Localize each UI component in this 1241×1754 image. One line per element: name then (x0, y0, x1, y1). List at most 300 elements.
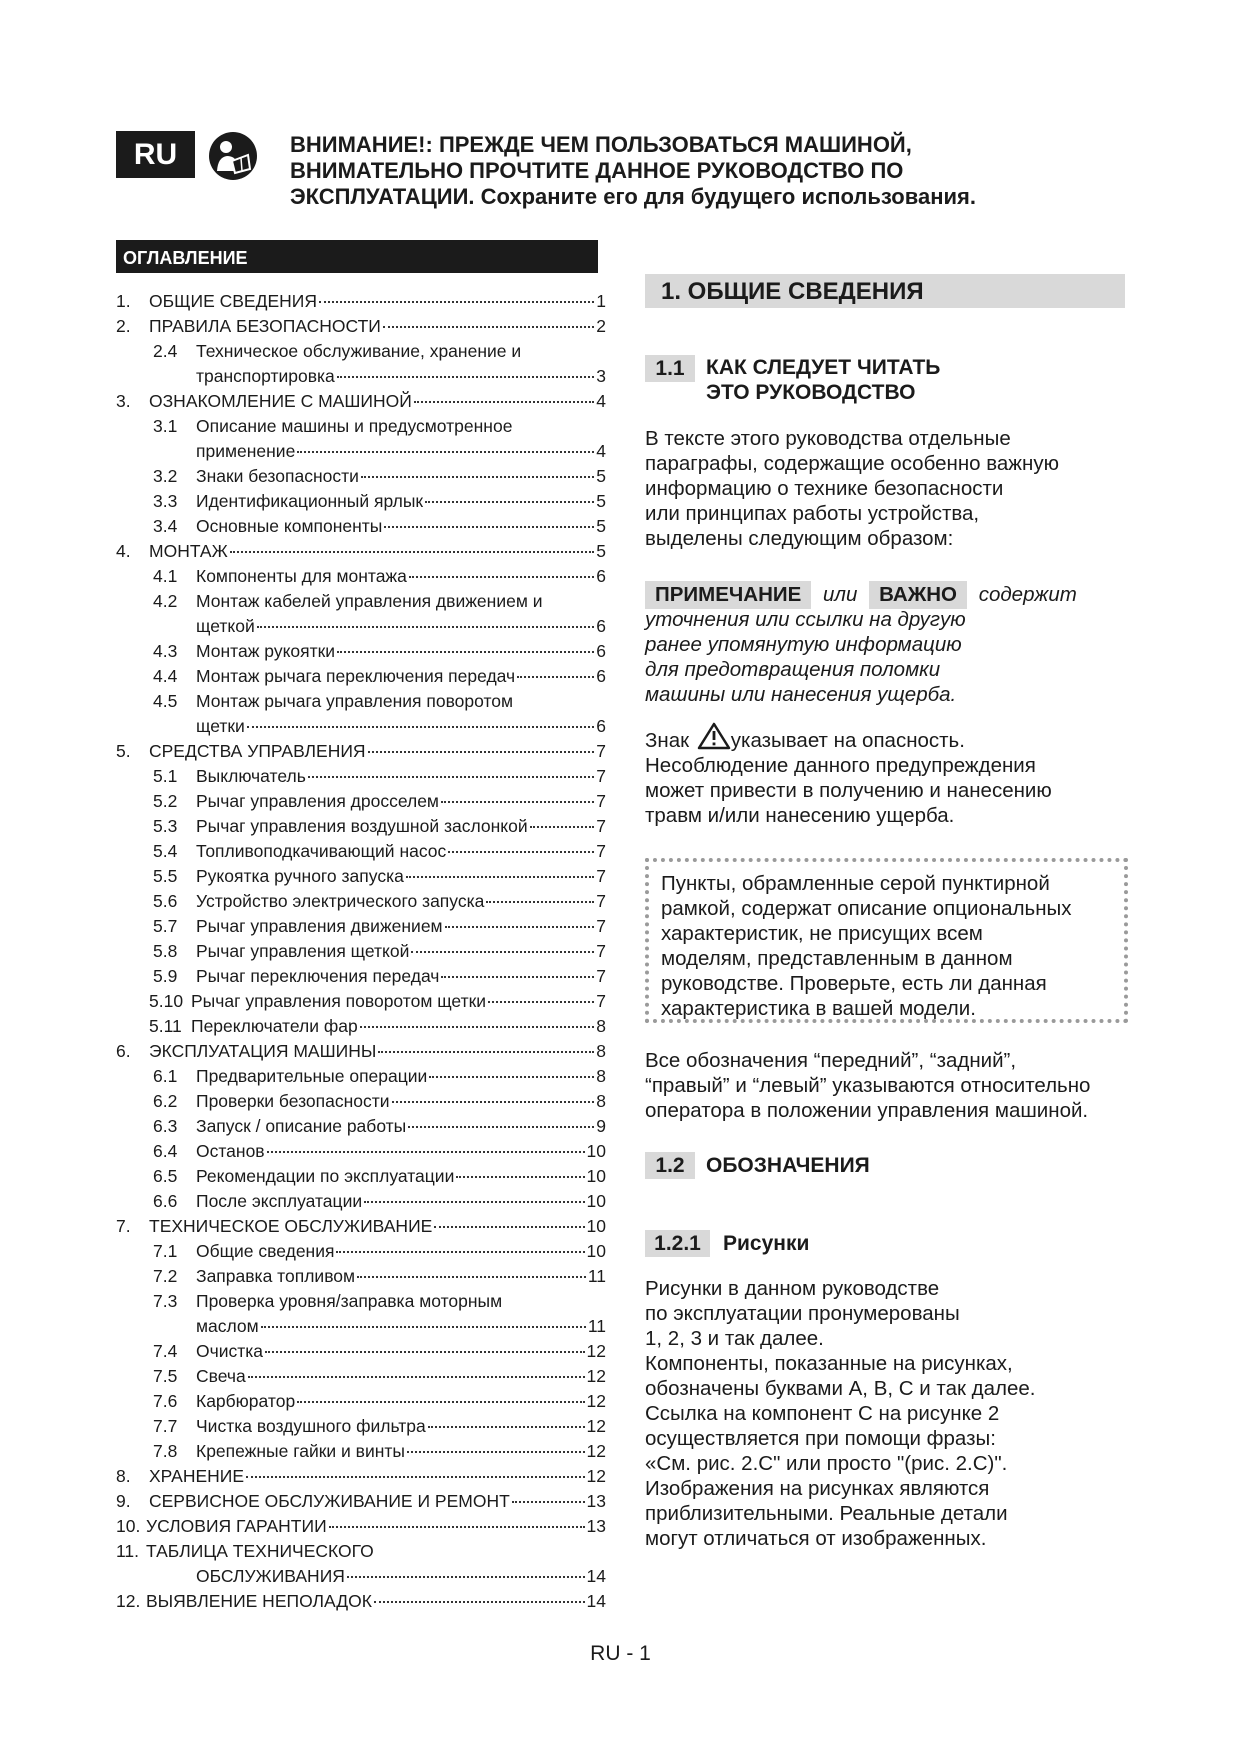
toc-dot-leader (425, 501, 594, 503)
toc-dot-leader (248, 1376, 585, 1378)
toc-entry[interactable] (116, 1464, 606, 1489)
toc-entry-number: 7.8 (153, 1441, 178, 1461)
toc-dot-leader (336, 1251, 584, 1253)
toc-entry[interactable] (116, 664, 606, 689)
figures-line: обозначены буквами A, B, C и так далее. (645, 1377, 1036, 1400)
toc-entry[interactable] (116, 489, 606, 514)
optional-features-box (645, 858, 1128, 1023)
toc-entry-page: 7 (596, 941, 606, 961)
toc-dot-leader (486, 901, 594, 903)
note-line: машины или нанесения ущерба. (645, 683, 957, 706)
toc-entry-page: 7 (596, 766, 606, 786)
danger-line: травм и/или нанесению ущерба. (645, 804, 955, 827)
toc-entry[interactable] (116, 614, 606, 639)
toc-entry[interactable] (116, 564, 606, 589)
toc-entry-number: 5.7 (153, 916, 178, 936)
toc-entry-title: маслом (196, 1316, 259, 1336)
toc-entry[interactable] (116, 389, 606, 414)
toc-entry-title: Выключатель (196, 766, 306, 786)
toc-entry[interactable] (116, 889, 606, 914)
box-line: моделям, представленным в данном (661, 947, 1013, 970)
toc-entry-number: 4.5 (153, 691, 178, 711)
section-1-1-title (706, 355, 940, 405)
toc-entry-number: 5.9 (153, 966, 178, 986)
intro-line: параграфы, содержащие особенно важную (645, 452, 1059, 475)
figures-line: могут отличаться от изображенных. (645, 1527, 987, 1550)
warning-triangle-icon (697, 722, 731, 750)
toc-entry-number: 7.6 (153, 1391, 178, 1411)
section-1-1-title-line: КАК СЛЕДУЕТ ЧИТАТЬ (706, 356, 941, 379)
section-1-2-title: ОБОЗНАЧЕНИЯ (706, 1154, 870, 1177)
toc-entry-title: Предварительные операции (196, 1066, 428, 1086)
box-line: руководстве. Проверьте, есть ли данная (661, 972, 1047, 995)
section-1-2-number: 1.2 (645, 1152, 695, 1179)
section-1-1-number: 1.1 (645, 355, 695, 382)
toc-dot-leader (257, 626, 595, 628)
toc-entry[interactable] (116, 1364, 606, 1389)
toc-entry-number: 7.3 (153, 1291, 178, 1311)
toc-dot-leader (247, 726, 594, 728)
toc-entry-title: УСЛОВИЯ ГАРАНТИИ (146, 1516, 327, 1536)
toc-entry[interactable] (116, 1539, 606, 1564)
toc-entry-page: 13 (586, 1491, 606, 1511)
toc-entry-page: 9 (596, 1116, 606, 1136)
toc-entry-number: 5.6 (153, 891, 178, 911)
toc-entry-title: Рукоятка ручного запуска (196, 866, 404, 886)
figures-line: Изображения на рисунках являются (645, 1477, 990, 1500)
warning-heading (290, 132, 1050, 210)
intro-paragraph (645, 426, 1059, 551)
toc-entry-number: 5.8 (153, 941, 178, 961)
toc-entry-title: Знаки безопасности (196, 466, 359, 486)
warning-line: ВНИМАТЕЛЬНО ПРОЧТИТЕ ДАННОЕ РУКОВОДСТВО ПО (290, 158, 904, 183)
toc-entry-title: Монтаж рычага переключения передач (196, 666, 516, 686)
toc-entry-title: ЭКСПЛУАТАЦИЯ МАШИНЫ (149, 1041, 377, 1061)
toc-entry-page: 6 (596, 616, 606, 636)
toc-entry-number: 6.4 (153, 1141, 178, 1161)
toc-dot-leader (364, 1201, 584, 1203)
toc-dot-leader (392, 1101, 595, 1103)
toc-entry-title: Останов (196, 1141, 265, 1161)
toc-entry[interactable] (116, 789, 606, 814)
toc-entry-title: транспортировка (196, 366, 335, 386)
section-1-2-1-title: Рисунки (723, 1232, 810, 1255)
toc-entry-number: 5.5 (153, 866, 178, 886)
toc-entry-number: 6.3 (153, 1116, 178, 1136)
toc-dot-leader (347, 1576, 585, 1578)
toc-dot-leader (406, 876, 594, 878)
toc-entry[interactable] (116, 1439, 606, 1464)
toc-entry-title: Заправка топливом (196, 1266, 356, 1286)
toc-entry-title: Рычаг управления поворотом щетки (191, 991, 487, 1011)
toc-dot-leader (517, 676, 594, 678)
toc-entry[interactable] (116, 714, 606, 739)
toc-entry-title: Переключатели фар (191, 1016, 358, 1036)
toc-entry[interactable] (116, 939, 606, 964)
note-tag: ПРИМЕЧАНИЕ (645, 581, 811, 609)
box-line: характеристик, не присущих всем (661, 922, 983, 945)
toc-dot-leader (512, 1501, 585, 1503)
toc-entry-page: 5 (596, 466, 606, 486)
toc-dot-leader (360, 1026, 595, 1028)
intro-line: выделены следующим образом: (645, 527, 954, 550)
toc-entry-title: Общие сведения (196, 1241, 335, 1261)
toc-entry-number: 7.2 (153, 1266, 178, 1286)
toc-entry[interactable] (116, 464, 606, 489)
toc-entry-number: 6.1 (153, 1066, 178, 1086)
toc-entry-number: 12. (116, 1591, 141, 1611)
toc-dot-leader (488, 1001, 594, 1003)
toc-dot-leader (441, 801, 594, 803)
toc-entry-title: ОБСЛУЖИВАНИЯ (196, 1566, 345, 1586)
toc-entry-page: 8 (596, 1041, 606, 1061)
toc-entry[interactable] (116, 639, 606, 664)
toc-entry-page: 10 (586, 1141, 606, 1161)
toc-entry[interactable] (116, 1389, 606, 1414)
toc-dot-leader (337, 651, 594, 653)
toc-entry-number: 3. (116, 391, 131, 411)
toc-entry[interactable] (116, 1589, 606, 1614)
toc-entry-title: применение (196, 441, 296, 461)
note-paragraph (645, 581, 1077, 707)
toc-entry-page: 6 (596, 666, 606, 686)
toc-entry-number: 11. (116, 1541, 140, 1561)
toc-entry[interactable] (116, 764, 606, 789)
toc-entry-title: Монтаж кабелей управления движением и (196, 591, 543, 611)
toc-dot-leader (246, 1476, 584, 1478)
toc-entry-page: 7 (596, 866, 606, 886)
toc-entry[interactable] (116, 414, 606, 439)
toc-entry[interactable] (116, 1189, 606, 1214)
sign-suffix: указывает на опасность. (730, 729, 965, 752)
toc-entry-page: 7 (596, 791, 606, 811)
toc-dot-leader (297, 451, 594, 453)
toc-entry-title: Топливоподкачивающий насос (196, 841, 447, 861)
important-tag: ВАЖНО (869, 581, 967, 609)
toc-entry-number: 6. (116, 1041, 131, 1061)
toc-entry[interactable] (116, 814, 606, 839)
toc-dot-leader (448, 851, 594, 853)
toc-entry[interactable] (116, 1289, 606, 1314)
toc-entry-page: 6 (596, 641, 606, 661)
toc-entry[interactable] (116, 514, 606, 539)
note-line: ранее упомянутую информацию (645, 633, 962, 656)
toc-entry-page: 10 (586, 1166, 606, 1186)
toc-title: ОГЛАВЛЕНИЕ (116, 240, 598, 273)
toc-entry-page: 7 (596, 916, 606, 936)
toc-entry-page: 1 (596, 291, 606, 311)
toc-entry-number: 5. (116, 741, 131, 761)
toc-entry-title: ХРАНЕНИЕ (149, 1466, 245, 1486)
toc-dot-leader (261, 1326, 586, 1328)
toc-entry-page: 13 (586, 1516, 606, 1536)
contains-word: содержит (978, 583, 1077, 606)
toc-entry[interactable] (116, 1414, 606, 1439)
figures-line: «См. рис. 2.C" или просто "(рис. 2.C)". (645, 1452, 1008, 1475)
warning-line: ВНИМАНИЕ!: ПРЕЖДЕ ЧЕМ ПОЛЬЗОВАТЬСЯ МАШИНОЙ, (290, 132, 912, 157)
toc-entry-page: 2 (596, 316, 606, 336)
toc-entry[interactable] (116, 1514, 606, 1539)
danger-line: может привести в получению и нанесению (645, 779, 1052, 802)
toc-entry[interactable] (116, 989, 606, 1014)
figures-line: приблизительными. Реальные детали (645, 1502, 1008, 1525)
toc-entry[interactable] (116, 1039, 606, 1064)
toc-entry-page: 7 (596, 991, 606, 1011)
toc-entry-title: Рычаг управления дросселем (196, 791, 439, 811)
toc-entry-title: Проверка уровня/заправка моторным (196, 1291, 503, 1311)
toc-dot-leader (429, 1076, 594, 1078)
orientation-line: оператора в положении управления машиной. (645, 1099, 1089, 1122)
toc-dot-leader (374, 1601, 585, 1603)
toc-entry-number: 6.2 (153, 1091, 178, 1111)
toc-entry[interactable] (116, 839, 606, 864)
toc-entry-title: Карбюратор (196, 1391, 296, 1411)
figures-line: осуществляется при помощи фразы: (645, 1427, 996, 1450)
toc-entry-title: ОЗНАКОМЛЕНИЕ С МАШИНОЙ (149, 391, 412, 411)
toc-entry-title: Крепежные гайки и винты (196, 1441, 405, 1461)
toc-entry-number: 4. (116, 541, 131, 561)
toc-entry-title: ТЕХНИЧЕСКОЕ ОБСЛУЖИВАНИЕ (149, 1216, 433, 1236)
orientation-line: “правый” и “левый” указываются относительно (645, 1074, 1091, 1097)
box-line: характеристика в вашей модели. (661, 997, 976, 1020)
toc-entry-number: 6.6 (153, 1191, 178, 1211)
toc-entry[interactable] (116, 1489, 606, 1514)
toc-entry-page: 3 (596, 366, 606, 386)
toc-entry[interactable] (116, 1564, 606, 1589)
toc-entry-number: 5.10 (149, 991, 184, 1011)
box-line: рамкой, содержат описание опциональных (661, 897, 1072, 920)
toc-entry-number: 3.2 (153, 466, 178, 486)
toc-dot-leader (267, 1151, 585, 1153)
toc-dot-leader (368, 751, 595, 753)
toc-entry-title: СЕРВИСНОЕ ОБСЛУЖИВАНИЕ И РЕМОНТ (149, 1491, 510, 1511)
toc-entry[interactable] (116, 1064, 606, 1089)
intro-line: В тексте этого руководства отдельные (645, 427, 1011, 450)
warning-line: ЭКСПЛУАТАЦИИ. Сохраните его для будущего использования. (290, 184, 976, 209)
toc-entry-title: ТАБЛИЦА ТЕХНИЧЕСКОГО (146, 1541, 374, 1561)
toc-entry-number: 8. (116, 1466, 131, 1486)
figures-paragraph (645, 1276, 1035, 1551)
toc-entry-title: ВЫЯВЛЕНИЕ НЕПОЛАДОК (146, 1591, 372, 1611)
table-of-contents (116, 289, 606, 1614)
toc-entry-title: Свеча (196, 1366, 246, 1386)
toc-entry-page: 14 (586, 1566, 606, 1586)
toc-entry[interactable] (116, 1014, 606, 1039)
toc-entry-page: 7 (596, 966, 606, 986)
toc-entry-title: Запуск / описание работы (196, 1116, 407, 1136)
danger-paragraph (645, 722, 1052, 828)
section-1-title: 1. ОБЩИЕ СВЕДЕНИЯ (645, 274, 1125, 308)
toc-entry[interactable] (116, 1214, 606, 1239)
toc-entry-title: Проверки безопасности (196, 1091, 390, 1111)
toc-entry-page: 12 (586, 1416, 606, 1436)
figures-line: Ссылка на компонент C на рисунке 2 (645, 1402, 1000, 1425)
toc-entry[interactable] (116, 1339, 606, 1364)
toc-entry-title: Рычаг переключения передач (196, 966, 440, 986)
toc-entry-number: 5.11 (149, 1016, 182, 1036)
toc-entry-number: 5.3 (153, 816, 178, 836)
page-number: RU - 1 (590, 1642, 651, 1665)
toc-entry-page: 5 (596, 541, 606, 561)
toc-dot-leader (384, 526, 594, 528)
toc-entry-title: Описание машины и предусмотренное (196, 416, 513, 436)
toc-entry-page: 7 (596, 891, 606, 911)
toc-entry-title: щеткой (196, 616, 255, 636)
toc-entry-number: 7.7 (153, 1416, 178, 1436)
orientation-paragraph (645, 1048, 1090, 1123)
toc-entry-number: 7. (116, 1216, 131, 1236)
section-1-2-1-number: 1.2.1 (645, 1230, 710, 1257)
toc-entry[interactable] (116, 339, 606, 364)
toc-dot-leader (409, 576, 594, 578)
toc-entry[interactable] (116, 1264, 606, 1289)
toc-entry-page: 10 (586, 1216, 606, 1236)
toc-entry[interactable] (116, 689, 606, 714)
toc-entry[interactable] (116, 289, 606, 314)
language-badge: RU (116, 131, 195, 178)
toc-entry-title: Рекомендации по эксплуатации (196, 1166, 455, 1186)
toc-entry[interactable] (116, 1139, 606, 1164)
toc-dot-leader (441, 976, 594, 978)
toc-entry-title: СРЕДСТВА УПРАВЛЕНИЯ (149, 741, 366, 761)
toc-entry-title: Очистка (196, 1341, 264, 1361)
figures-line: 1, 2, 3 и так далее. (645, 1327, 824, 1350)
toc-entry[interactable] (116, 1089, 606, 1114)
toc-entry[interactable] (116, 1239, 606, 1264)
toc-entry-page: 6 (596, 716, 606, 736)
toc-entry-number: 4.3 (153, 641, 178, 661)
toc-entry-number: 3.3 (153, 491, 178, 511)
toc-entry[interactable] (116, 864, 606, 889)
toc-entry-number: 3.4 (153, 516, 178, 536)
toc-entry-title: Рычаг управления движением (196, 916, 443, 936)
toc-dot-leader (361, 476, 594, 478)
toc-dot-leader (378, 1051, 594, 1053)
toc-entry-page: 12 (586, 1391, 606, 1411)
toc-entry[interactable] (116, 739, 606, 764)
toc-entry-page: 12 (586, 1341, 606, 1361)
figures-line: по эксплуатации пронумерованы (645, 1302, 960, 1325)
toc-entry[interactable] (116, 589, 606, 614)
toc-entry[interactable] (116, 914, 606, 939)
toc-entry-number: 7.1 (153, 1241, 178, 1261)
toc-dot-leader (414, 401, 594, 403)
toc-entry[interactable] (116, 439, 606, 464)
toc-entry-page: 7 (596, 816, 606, 836)
toc-dot-leader (337, 376, 594, 378)
toc-entry-number: 7.4 (153, 1341, 178, 1361)
toc-entry-page: 7 (596, 841, 606, 861)
toc-entry-page: 14 (586, 1591, 606, 1611)
toc-entry-title: Идентификационный ярлык (196, 491, 424, 511)
toc-entry-title: После эксплуатации (196, 1191, 363, 1211)
toc-entry-title: Устройство электрического запуска (196, 891, 485, 911)
toc-entry-number: 6.5 (153, 1166, 178, 1186)
toc-dot-leader (408, 1126, 594, 1128)
toc-entry[interactable] (116, 1164, 606, 1189)
toc-dot-leader (407, 1451, 585, 1453)
toc-entry[interactable] (116, 364, 606, 389)
section-1-1-title-line: ЭТО РУКОВОДСТВО (706, 381, 916, 404)
toc-entry-number: 5.1 (153, 766, 178, 786)
toc-entry-page: 5 (596, 516, 606, 536)
toc-entry-page: 4 (596, 441, 606, 461)
toc-entry-title: Монтаж рычага управления поворотом (196, 691, 514, 711)
toc-entry-page: 8 (596, 1066, 606, 1086)
toc-entry[interactable] (116, 1114, 606, 1139)
box-line: Пункты, обрамленные серой пунктирной (661, 872, 1050, 895)
toc-entry-number: 5.2 (153, 791, 178, 811)
toc-entry-page: 6 (596, 566, 606, 586)
toc-entry-number: 7.5 (153, 1366, 178, 1386)
toc-entry-title: Монтаж рукоятки (196, 641, 336, 661)
toc-entry-title: Основные компоненты (196, 516, 383, 536)
note-line: для предотвращения поломки (645, 658, 941, 681)
toc-entry[interactable] (116, 539, 606, 564)
toc-entry-title: Компоненты для монтажа (196, 566, 407, 586)
toc-entry-page: 7 (596, 741, 606, 761)
toc-entry-page: 11 (587, 1316, 606, 1336)
toc-entry-page: 8 (596, 1091, 606, 1111)
toc-entry-page: 8 (596, 1016, 606, 1036)
toc-entry-page: 5 (596, 491, 606, 511)
toc-entry-title: ОБЩИЕ СВЕДЕНИЯ (149, 291, 317, 311)
toc-entry-number: 1. (116, 291, 131, 311)
toc-entry-page: 12 (586, 1466, 606, 1486)
toc-dot-leader (297, 1401, 584, 1403)
toc-dot-leader (428, 1426, 585, 1428)
toc-entry-title: щетки (196, 716, 245, 736)
toc-entry-title: МОНТАЖ (149, 541, 228, 561)
or-word: или (823, 583, 858, 606)
toc-dot-leader (434, 1226, 584, 1228)
toc-dot-leader (456, 1176, 584, 1178)
toc-entry-number: 5.4 (153, 841, 178, 861)
toc-dot-leader (383, 326, 594, 328)
toc-entry-page: 10 (586, 1191, 606, 1211)
toc-entry[interactable] (116, 1314, 606, 1339)
figures-line: Рисунки в данном руководстве (645, 1277, 940, 1300)
toc-entry-number: 9. (116, 1491, 131, 1511)
intro-line: или принципах работы устройства, (645, 502, 980, 525)
toc-entry[interactable] (116, 314, 606, 339)
toc-entry-number: 3.1 (153, 416, 178, 436)
toc-dot-leader (329, 1526, 585, 1528)
figures-line: Компоненты, показанные на рисунках, (645, 1352, 1013, 1375)
toc-entry-title: Чистка воздушного фильтра (196, 1416, 426, 1436)
toc-dot-leader (357, 1276, 586, 1278)
sign-prefix: Знак (645, 729, 690, 752)
toc-entry-number: 4.4 (153, 666, 178, 686)
toc-dot-leader (411, 951, 594, 953)
read-manual-icon (208, 131, 258, 181)
note-line: уточнения или ссылки на другую (645, 608, 966, 631)
toc-entry-title: ПРАВИЛА БЕЗОПАСНОСТИ (149, 316, 381, 336)
toc-dot-leader (319, 301, 594, 303)
toc-dot-leader (530, 826, 595, 828)
orientation-line: Все обозначения “передний”, “задний”, (645, 1049, 1017, 1072)
toc-entry-title: Техническое обслуживание, хранение и (196, 341, 522, 361)
toc-entry-number: 2.4 (153, 341, 178, 361)
toc-entry-page: 12 (586, 1441, 606, 1461)
toc-entry-number: 10. (116, 1516, 141, 1536)
toc-entry-title: Рычаг управления щеткой (196, 941, 410, 961)
toc-entry[interactable] (116, 964, 606, 989)
toc-entry-title: Рычаг управления воздушной заслонкой (196, 816, 528, 836)
toc-dot-leader (308, 776, 594, 778)
toc-dot-leader (445, 926, 595, 928)
toc-entry-page: 10 (586, 1241, 606, 1261)
